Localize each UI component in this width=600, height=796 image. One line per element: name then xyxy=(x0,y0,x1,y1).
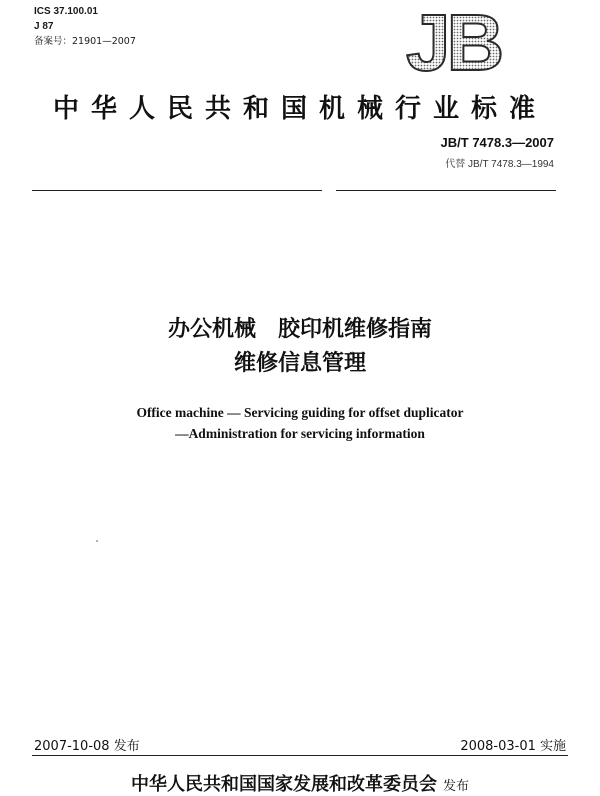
standard-number: JB/T 7478.3—2007 xyxy=(440,135,554,150)
issue-date: 2007-10-08 发布 xyxy=(34,739,140,754)
title-zh-line2: 维修信息管理 xyxy=(233,351,366,376)
issuer-name: 中华人民共和国国家发展和改革委员会 xyxy=(130,774,437,795)
svg-text:JB: JB xyxy=(406,4,501,76)
category-code: J 87 xyxy=(34,21,54,32)
jb-logo xyxy=(402,4,532,76)
replaces-standard: 代替 JB/T 7478.3—1994 xyxy=(445,159,554,170)
footer-rule xyxy=(32,755,568,756)
implementation-date: 2008-03-01 实施 xyxy=(460,739,566,754)
title-en-line1: Office machine — Servicing guiding for offset duplicator xyxy=(136,405,464,420)
header-rule-right xyxy=(336,190,556,191)
title-zh-line1: 办公机械 胶印机维修指南 xyxy=(167,317,432,342)
issuer xyxy=(0,770,600,796)
ics-code: ICS 37.100.01 xyxy=(34,6,98,17)
header-rule-left xyxy=(32,190,322,191)
issuer-suffix: 发布 xyxy=(442,779,469,794)
standard-category-title: 中华人民共和国机械行业标准 xyxy=(52,94,547,124)
filing-number: 备案号：21901—2007 xyxy=(34,36,136,47)
title-en-line2: —Administration for servicing information xyxy=(175,426,425,441)
scan-speck xyxy=(96,540,98,542)
